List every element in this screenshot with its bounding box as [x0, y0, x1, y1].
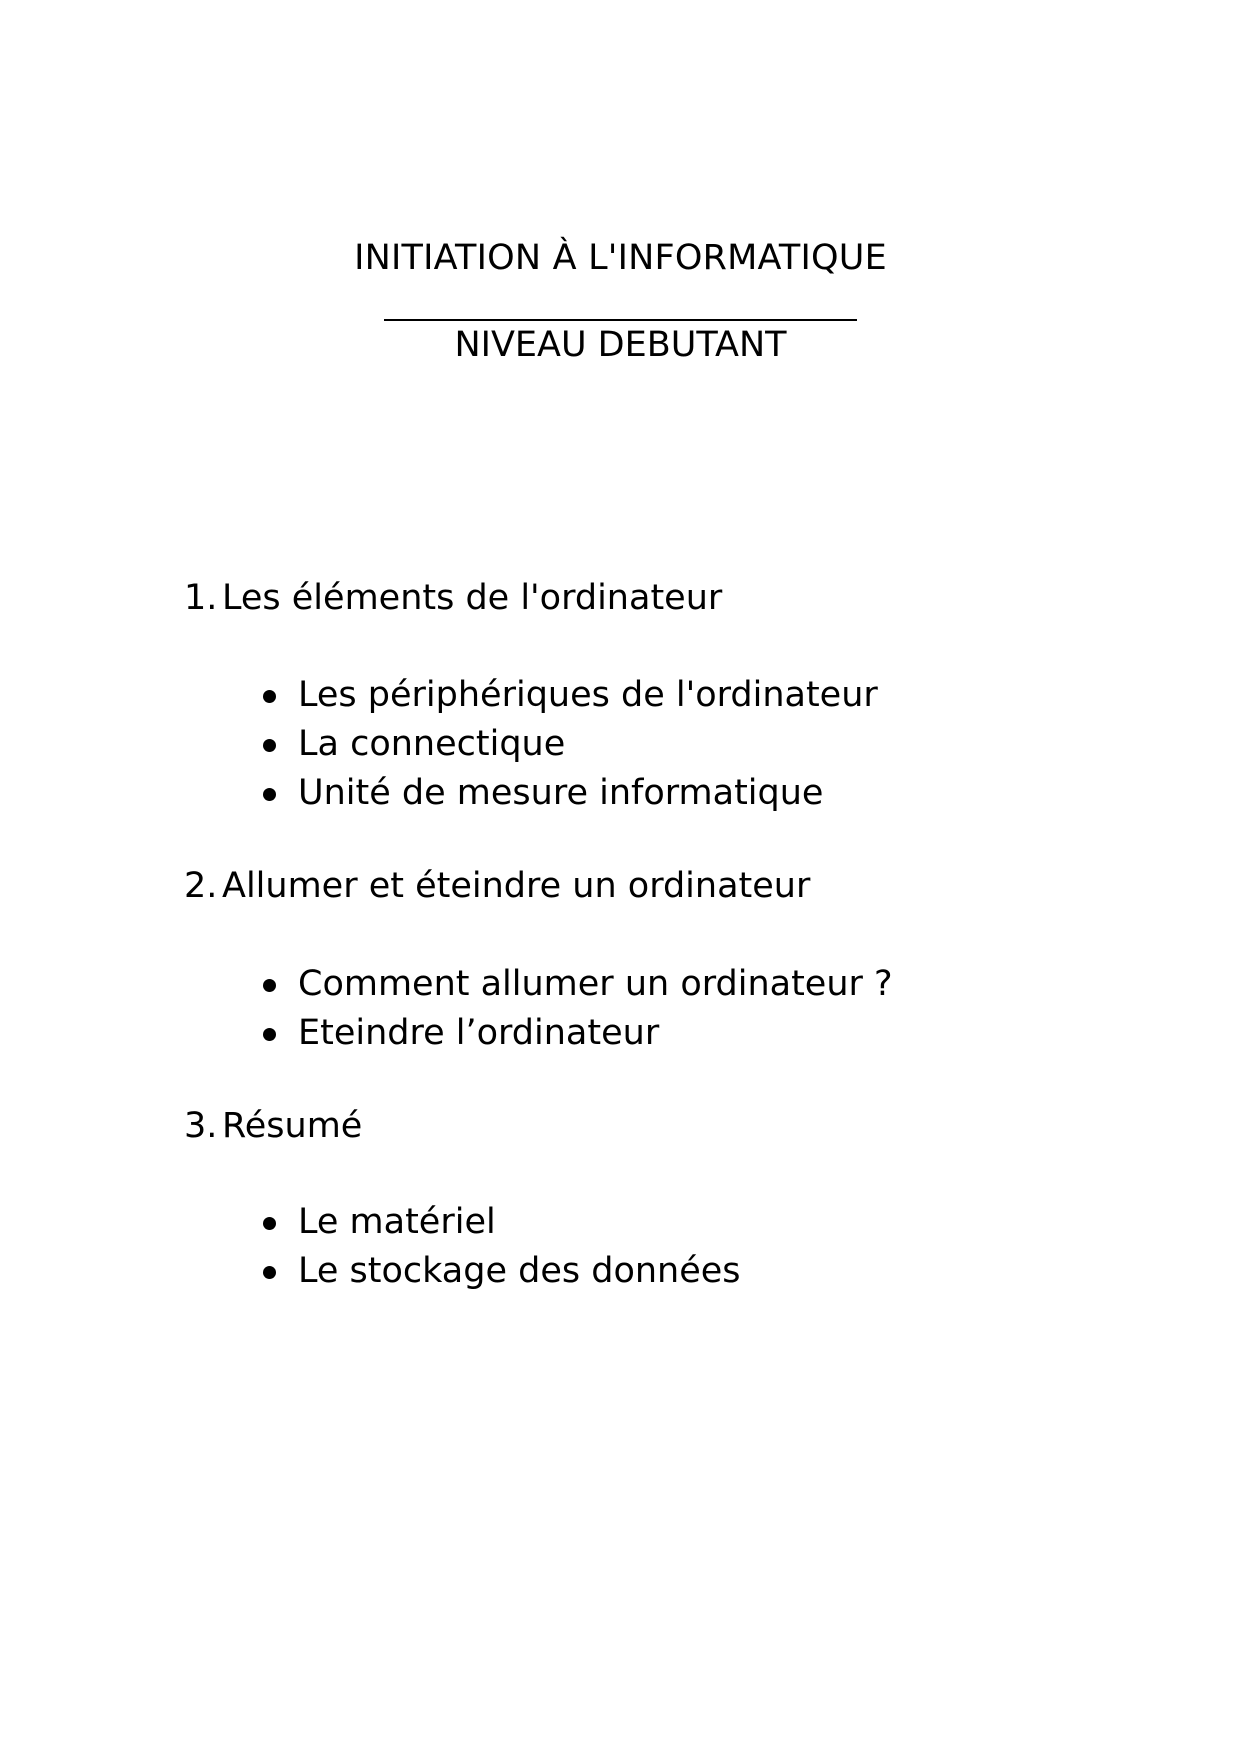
section-label: Résumé	[222, 1106, 363, 1146]
list-item-text: Le matériel	[298, 1202, 496, 1242]
list-item	[258, 720, 878, 769]
section-1-heading	[184, 576, 722, 620]
list-item-text: Eteindre l’ordinateur	[298, 1013, 660, 1053]
bullet-icon	[263, 788, 276, 801]
title-divider	[384, 319, 857, 321]
page-title: INITIATION À L'INFORMATIQUE	[354, 238, 887, 278]
section-3-heading	[184, 1104, 362, 1148]
bullet-icon	[263, 1028, 276, 1041]
section-number: 1.	[184, 578, 218, 618]
section-label: Les éléments de l'ordinateur	[222, 578, 723, 618]
list-item-text: Le stockage des données	[298, 1251, 741, 1291]
list-item	[258, 671, 878, 720]
section-1-list	[258, 671, 878, 818]
bullet-icon	[263, 979, 276, 992]
section-3-list	[258, 1198, 741, 1296]
list-item	[258, 1198, 741, 1247]
bullet-icon	[263, 739, 276, 752]
section-2-heading	[184, 864, 810, 908]
list-item	[258, 769, 878, 818]
bullet-icon	[263, 1266, 276, 1279]
bullet-icon	[263, 690, 276, 703]
list-item-text: Unité de mesure informatique	[298, 773, 824, 813]
section-number: 3.	[184, 1106, 218, 1146]
list-item	[258, 960, 893, 1009]
list-item-text: Les périphériques de l'ordinateur	[298, 675, 878, 715]
bullet-icon	[263, 1217, 276, 1230]
list-item	[258, 1009, 893, 1058]
section-number: 2.	[184, 866, 218, 906]
list-item	[258, 1247, 741, 1296]
list-item-text: La connectique	[298, 724, 566, 764]
list-item-text: Comment allumer un ordinateur ?	[298, 964, 893, 1004]
section-2-list	[258, 960, 893, 1058]
section-label: Allumer et éteindre un ordinateur	[222, 866, 811, 906]
page-subtitle: NIVEAU DEBUTANT	[454, 325, 787, 365]
